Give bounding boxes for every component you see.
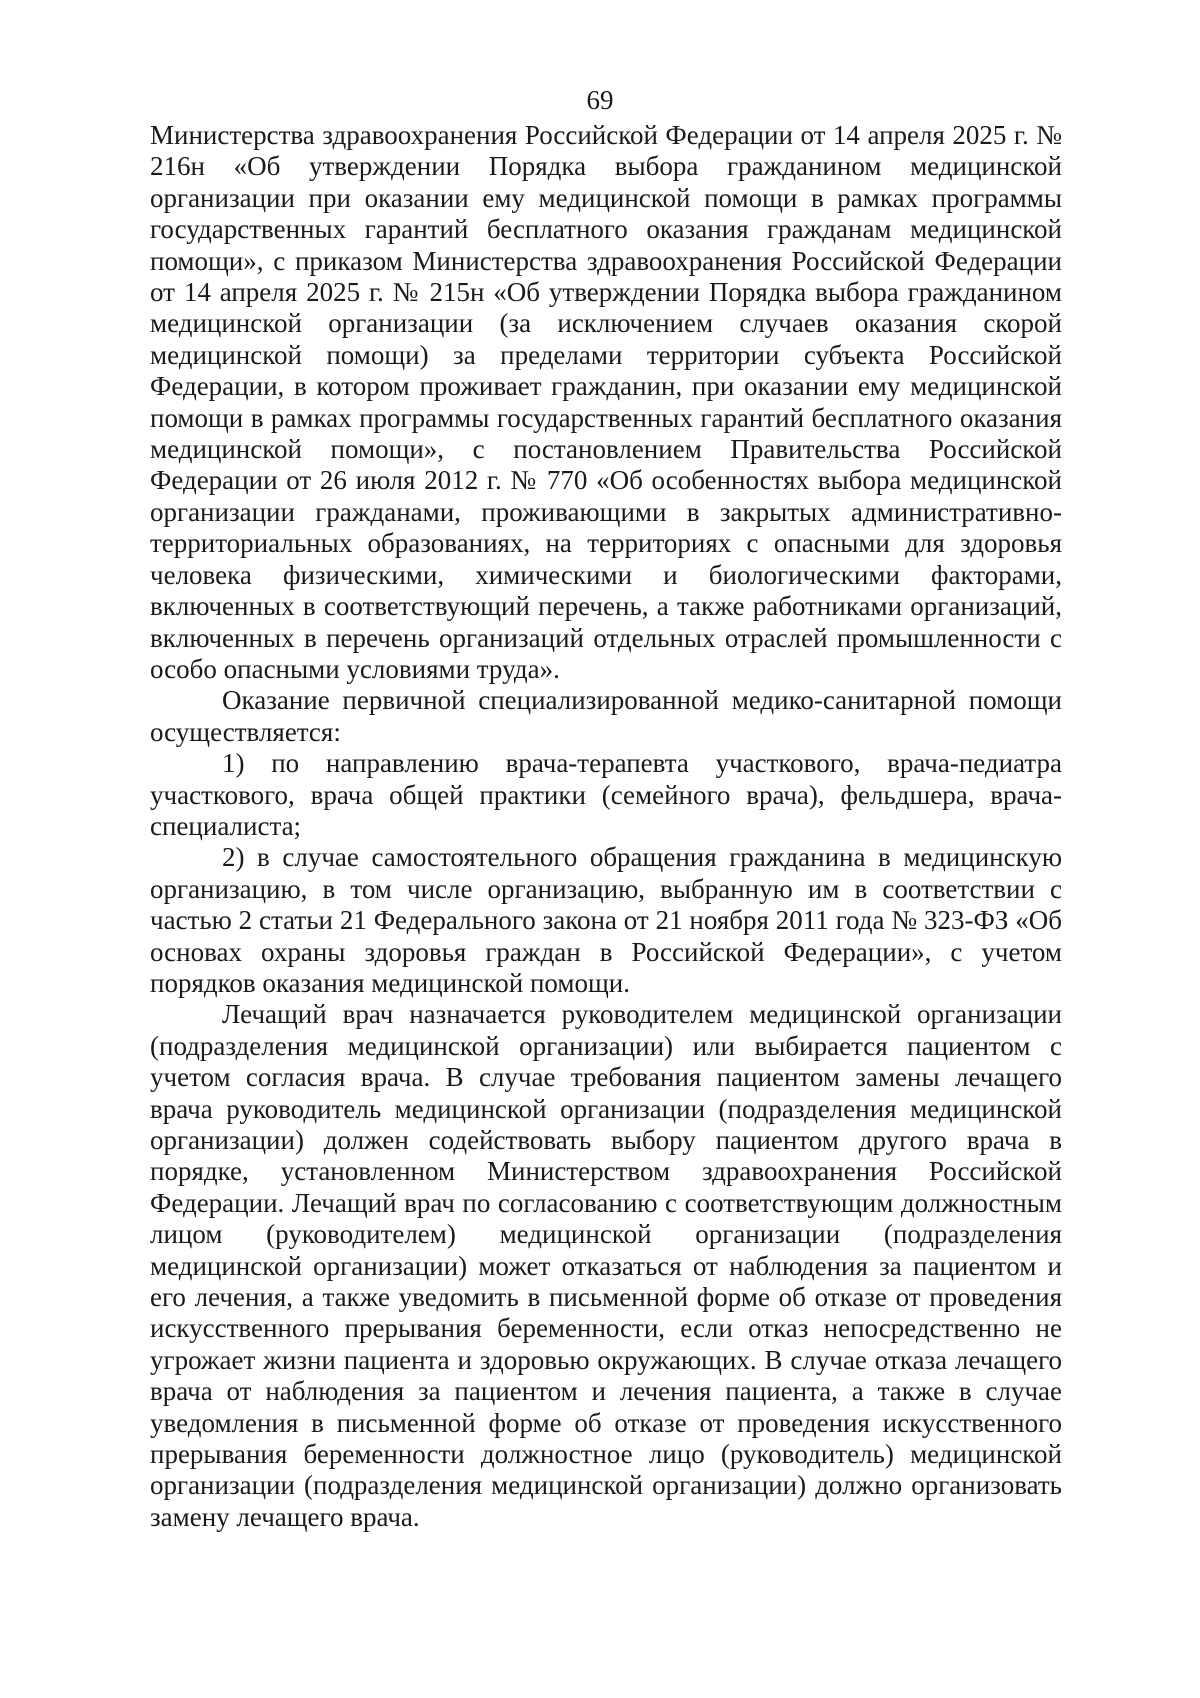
page-number: 69 [586,85,614,115]
list-item-referral: 1) по направлению врача-терапевта участкового, врача-педиатра участкового, врача общей практики (семейного врача), фельдшера, врача-специалиста; [150,748,1062,841]
list-item-self-referral: 2) в случае самостоятельного обращения гражданина в медицинскую организацию, в том числе организацию, выбранную им в соответствии с частью 2 статьи 21 Федерального закона от 21 ноября 2011 года № 323-ФЗ «Об основах охраны здоровья граждан в Российской Федерации», с учетом порядков оказания медицинской помощи. [150,842,1062,998]
paragraph-attending-physician: Лечащий врач назначается руководителем медицинской организации (подразделения медицинской организации) или выбирается пациентом с учетом согласия врача. В случае требования пациентом замены лечащего врача руководитель медицинской организации (подразделения медицинской организации) должен содействовать выбору пациентом другого врача в порядке, установленном Министерством здравоохранения Российской Федерации. Лечащий врач по согласованию с соответствующим должностным лицом (руководителем) медицинской организации (подразделения медицинской организации) может отказаться от наблюдения за пациентом и его лечения, а также уведомить в письменной форме об отказе от проведения искусственного прерывания беременности, если отказ непосредственно не угрожает жизни пациента и здоровью окружающих. В случае отказа лечащего врача от наблюдения за пациентом и лечения пациента, а также в случае уведомления в письменной форме об отказе от проведения искусственного прерывания беременности должностное лицо (руководитель) медицинской организации (подразделения медицинской организации) должно организовать замену лечащего врача. [150,999,1062,1532]
paragraph-primary-care-intro: Оказание первичной специализированной медико-санитарной помощи осуществляется: [150,685,1062,747]
paragraph-continued-references: Министерства здравоохранения Российской Федерации от 14 апреля 2025 г. № 216н «Об утверждении Порядка выбора гражданином медицинской организации при оказании ему медицинской помощи в рамках программы государственных гарантий бесплатного оказания гражданам медицинской помощи», с приказом Министерства здравоохранения Российской Федерации от 14 апреля 2025 г. № 215н «Об утверждении Порядка выбора гражданином медицинской организации (за исключением случаев оказания скорой медицинской помощи) за пределами территории субъекта Российской Федерации, в котором проживает гражданин, при оказании ему медицинской помощи в рамках программы государственных гарантий бесплатного оказания медицинской помощи», с постановлением Правительства Российской Федерации от 26 июля 2012 г. № 770 «Об особенностях выбора медицинской организации гражданами, проживающими в закрытых административно-территориальных образованиях, на территориях с опасными для здоровья человека физическими, химическими и биологическими факторами, включенных в соответствующий перечень, а также работниками организаций, включенных в перечень организаций отдельных отраслей промышленности с особо опасными условиями труда». [150,120,1062,684]
document-body [150,120,1062,1533]
